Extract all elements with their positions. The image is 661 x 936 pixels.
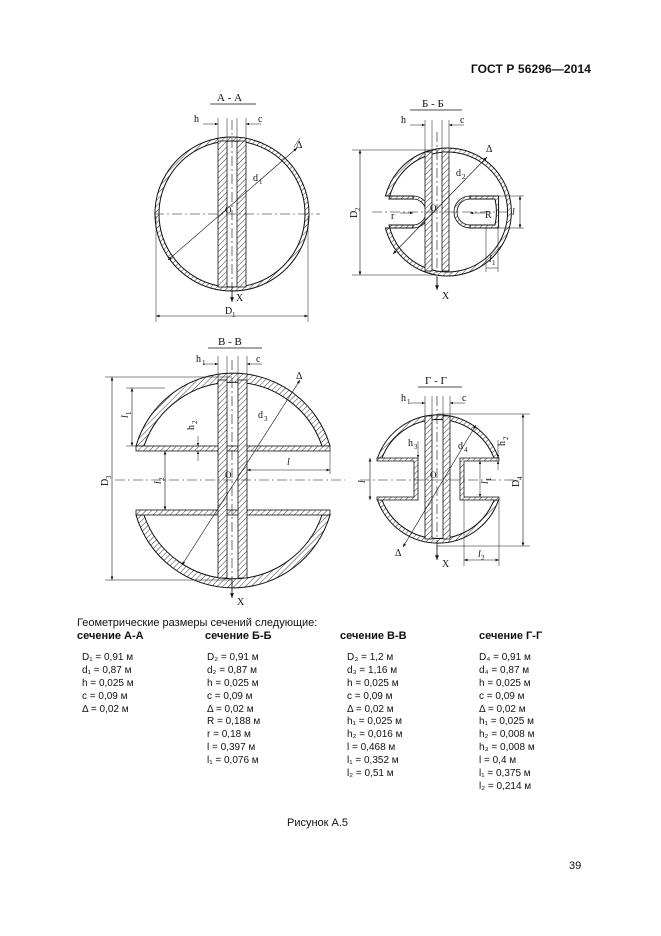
- vv-label-l: l: [287, 457, 290, 468]
- bb-label-D-sub: 2: [354, 207, 362, 211]
- section-aa-heading: сечение А-А: [77, 630, 144, 642]
- aa-label-delta: Δ: [296, 140, 303, 151]
- section-bb-line: c = 0,09 м: [207, 690, 253, 702]
- bb-label-l1: l: [489, 254, 492, 265]
- bb-label-h: h: [401, 115, 406, 126]
- vv-label-c: c: [256, 354, 261, 365]
- section-vv-line: D₃ = 1,2 м: [347, 651, 394, 663]
- gg-label-d-sub: 4: [464, 446, 468, 454]
- vv-label-d: d: [258, 410, 263, 421]
- section-bb-line: h = 0,025 м: [207, 677, 259, 689]
- section-bb-line: Δ = 0,02 м: [207, 703, 254, 715]
- gg-label-l2: l: [478, 549, 481, 560]
- section-bb-line: r = 0,18 м: [207, 729, 251, 741]
- gg-label-h3-sub: 3: [414, 443, 418, 451]
- section-vv-line: l = 0,468 м: [347, 742, 396, 754]
- vv-label-h2: h: [186, 425, 197, 430]
- gg-label-h1-top-sub: 1: [407, 398, 411, 406]
- section-bb-heading: сечение Б-Б: [205, 630, 272, 642]
- aa-label-D-sub: 1: [232, 311, 236, 319]
- gg-label-h2-sub: 2: [502, 436, 510, 440]
- section-aa-line: D₁ = 0,91 м: [82, 651, 134, 663]
- aa-label-o: O: [225, 205, 232, 215]
- section-bb-column: [205, 630, 272, 768]
- bb-label-c: c: [460, 115, 465, 126]
- gg-label-delta: Δ: [395, 548, 402, 559]
- aa-label-x: X: [236, 293, 244, 304]
- bb-label-d-sub: 2: [462, 173, 466, 181]
- bb-label-l1-sub: 1: [492, 259, 496, 267]
- section-vv-heading: сечение В-В: [340, 630, 407, 642]
- gg-label-l1-sub: 1: [485, 477, 493, 481]
- gg-label-h3: h: [408, 438, 413, 449]
- gg-label-h2: h: [497, 441, 508, 446]
- aa-label-D: D: [225, 306, 233, 317]
- gg-label-D-sub: 4: [516, 476, 524, 480]
- section-vv-line: h₂ = 0,016 м: [347, 729, 403, 741]
- section-vv-title: В - В: [218, 336, 242, 348]
- bb-label-l: l: [512, 207, 515, 218]
- aa-label-c: c: [258, 114, 263, 125]
- document-header: ГОСТ Р 56296—2014: [470, 62, 591, 76]
- section-bb-line: R = 0,188 м: [207, 716, 261, 728]
- section-gg-line: l = 0,4 м: [479, 755, 517, 767]
- bb-label-delta: Δ: [486, 144, 493, 155]
- gg-label-o: O: [430, 470, 437, 480]
- section-gg-line: h₁ = 0,025 м: [479, 716, 535, 728]
- vv-label-l1: l: [120, 415, 131, 418]
- gg-label-c: c: [462, 393, 467, 404]
- section-gg-drawing: [360, 387, 530, 566]
- gg-label-x: X: [442, 559, 450, 570]
- section-aa-line: d₁ = 0,87 м: [82, 664, 132, 676]
- section-vv-line: h₁ = 0,025 м: [347, 716, 403, 728]
- figure-caption: Рисунок А.5: [287, 817, 349, 829]
- section-gg-line: D₄ = 0,91 м: [479, 651, 531, 663]
- vv-label-l1-sub: 1: [125, 411, 133, 415]
- section-bb-title: Б - Б: [422, 98, 444, 110]
- bb-label-d: d: [456, 168, 461, 179]
- section-bb-line: l = 0,397 м: [207, 742, 256, 754]
- vv-label-delta: Δ: [296, 371, 303, 382]
- gg-label-d: d: [458, 441, 463, 452]
- bb-label-x: X: [442, 291, 450, 302]
- section-gg-line: h₂ = 0,008 м: [479, 729, 535, 741]
- gg-label-l1: l: [480, 481, 491, 484]
- section-vv-line: Δ = 0,02 м: [347, 703, 394, 715]
- section-gg-line: h = 0,025 м: [479, 677, 531, 689]
- gg-label-l2-sub: 2: [481, 554, 485, 562]
- gg-label-D: D: [511, 479, 522, 487]
- section-gg-line: l₂ = 0,214 м: [479, 780, 532, 792]
- vv-label-x: X: [237, 597, 245, 608]
- gg-label-l: l: [357, 480, 368, 483]
- section-aa-drawing: [154, 104, 320, 322]
- aa-label-d: d: [253, 173, 258, 184]
- intro-text: Геометрические размеры сечений следующие:: [77, 617, 318, 629]
- section-gg-heading: сечение Г-Г: [479, 630, 543, 642]
- section-gg-line: d₄ = 0,87 м: [479, 664, 530, 676]
- vv-label-h1-sub: 1: [202, 359, 206, 367]
- bb-label-o: O: [430, 203, 437, 213]
- section-vv-line: d₃ = 1,16 м: [347, 664, 398, 676]
- bb-label-R: R: [485, 210, 492, 221]
- section-aa-line: h = 0,025 м: [82, 677, 134, 689]
- section-vv-line: l₂ = 0,51 м: [347, 768, 394, 780]
- aa-label-h: h: [194, 114, 199, 125]
- vv-label-h2-sub: 2: [191, 420, 199, 424]
- section-gg-title: Г - Г: [425, 375, 447, 387]
- section-vv-line: h = 0,025 м: [347, 677, 399, 689]
- vv-label-d-sub: 3: [264, 415, 268, 423]
- section-aa-line: c = 0,09 м: [82, 690, 128, 702]
- vv-label-h1: h: [196, 354, 201, 365]
- section-aa-line: Δ = 0,02 м: [82, 703, 129, 715]
- vv-label-o: O: [225, 470, 232, 480]
- section-bb-line: D₂ = 0,91 м: [207, 651, 259, 663]
- section-gg-line: h₃ = 0,008 м: [479, 742, 535, 754]
- vv-label-D-sub: 3: [105, 475, 113, 479]
- aa-label-d-sub: 1: [259, 178, 263, 186]
- page-number: 39: [569, 860, 582, 872]
- section-gg-line: l₁ = 0,375 м: [479, 768, 531, 780]
- section-aa-column: [77, 630, 144, 716]
- section-aa-title: А - А: [217, 92, 243, 104]
- section-bb-line: d₂ = 0,87 м: [207, 664, 257, 676]
- section-gg-line: Δ = 0,02 м: [479, 703, 526, 715]
- bb-label-r: r: [391, 211, 395, 222]
- section-vv-column: [340, 630, 407, 781]
- gg-label-h1-top: h: [401, 393, 406, 404]
- section-bb-line: l₁ = 0,076 м: [207, 755, 259, 767]
- vv-label-l2-sub: 2: [158, 477, 166, 481]
- section-gg-column: [479, 630, 542, 794]
- section-gg-line: c = 0,09 м: [479, 690, 525, 702]
- section-vv-line: l₁ = 0,352 м: [347, 755, 399, 767]
- section-bb-drawing: [352, 110, 524, 290]
- vv-label-l2: l: [153, 481, 164, 484]
- bb-label-D: D: [349, 210, 360, 218]
- section-vv-line: c = 0,09 м: [347, 690, 393, 702]
- vv-label-D: D: [100, 478, 111, 486]
